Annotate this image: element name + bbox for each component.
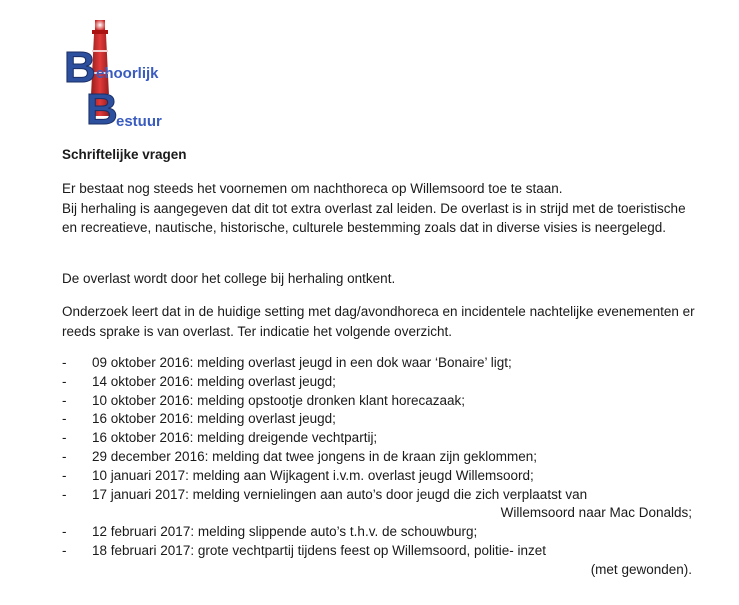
list-item bbox=[62, 429, 692, 448]
list-item-text: 17 januari 2017: melding vernielingen aan auto’s door jeugd die zich verplaatst van bbox=[92, 486, 588, 502]
list-dash: - bbox=[62, 373, 67, 389]
list-item-continuation: (met gewonden). bbox=[590, 561, 692, 577]
list-dash: - bbox=[62, 411, 67, 427]
list-dash: - bbox=[62, 467, 67, 483]
list-dash: - bbox=[62, 486, 67, 502]
intro-continuation: Bij herhaling is aangegeven dat dit tot extra overlast zal leiden. De overlast is in strijd met de toeristische en recreatieve, nautische, historische, culturele bestemming zoals dat in diverse visies is neergelegd. bbox=[62, 200, 686, 235]
list-item bbox=[62, 373, 692, 392]
list-dash: - bbox=[62, 542, 67, 558]
list-dash: - bbox=[62, 430, 67, 446]
list-item-continuation: Willemsoord naar Mac Donalds; bbox=[500, 505, 692, 521]
list-dash: - bbox=[62, 524, 67, 540]
list-item-text: 12 februari 2017: melding slippende auto’s t.h.v. de schouwburg; bbox=[92, 524, 478, 540]
list-dash: - bbox=[62, 392, 67, 408]
intro-sentence: Er bestaat nog steeds het voornemen om nachthoreca op Willemsoord toe te staan. bbox=[62, 181, 563, 196]
list-item bbox=[62, 542, 692, 580]
list-item-text: 14 oktober 2016: melding overlast jeugd; bbox=[92, 373, 336, 389]
intro-paragraph bbox=[62, 179, 702, 238]
logo-word-1: ehoorlijk bbox=[96, 65, 159, 82]
list-item-text: 18 februari 2017: grote vechtpartij tijdens feest op Willemsoord, politie- inzet bbox=[92, 542, 546, 558]
research-paragraph: Onderzoek leert dat in de huidige setting met dag/avondhoreca en incidentele nachtelijke evenementen er reeds sprake is van overlast. Ter indicatie het volgende overzicht. bbox=[62, 304, 695, 339]
list-item-text: 10 oktober 2016: melding opstootje dronken klant horecazaak; bbox=[92, 392, 465, 408]
list-item-text: 10 januari 2017: melding aan Wijkagent i.v.m. overlast jeugd Willemsoord; bbox=[92, 467, 534, 483]
logo bbox=[62, 16, 182, 132]
logo-initial-1: B bbox=[64, 43, 96, 92]
document-heading: Schriftelijke vragen bbox=[62, 147, 187, 162]
list-item bbox=[62, 392, 692, 411]
incident-list bbox=[62, 354, 692, 580]
list-item bbox=[62, 354, 692, 373]
list-item-text: 16 oktober 2016: melding dreigende vechtpartij; bbox=[92, 430, 378, 446]
denial-paragraph: De overlast wordt door het college bij herhaling ontkent. bbox=[62, 271, 396, 286]
list-dash: - bbox=[62, 355, 67, 370]
list-item bbox=[62, 523, 692, 542]
list-item-text: 29 december 2016: melding dat twee jongens in de kraan zijn geklommen; bbox=[92, 448, 538, 464]
list-item bbox=[62, 410, 692, 429]
list-item bbox=[62, 467, 692, 486]
list-dash: - bbox=[62, 448, 67, 464]
list-item-text: 16 oktober 2016: melding overlast jeugd; bbox=[92, 411, 336, 427]
logo-initial-2: B bbox=[86, 85, 118, 132]
list-item-text: 09 oktober 2016: melding overlast jeugd in een dok waar ‘Bonaire’ ligt; bbox=[92, 355, 512, 370]
list-item bbox=[62, 448, 692, 467]
logo-word-2: estuur bbox=[116, 113, 162, 130]
list-item bbox=[62, 486, 692, 524]
